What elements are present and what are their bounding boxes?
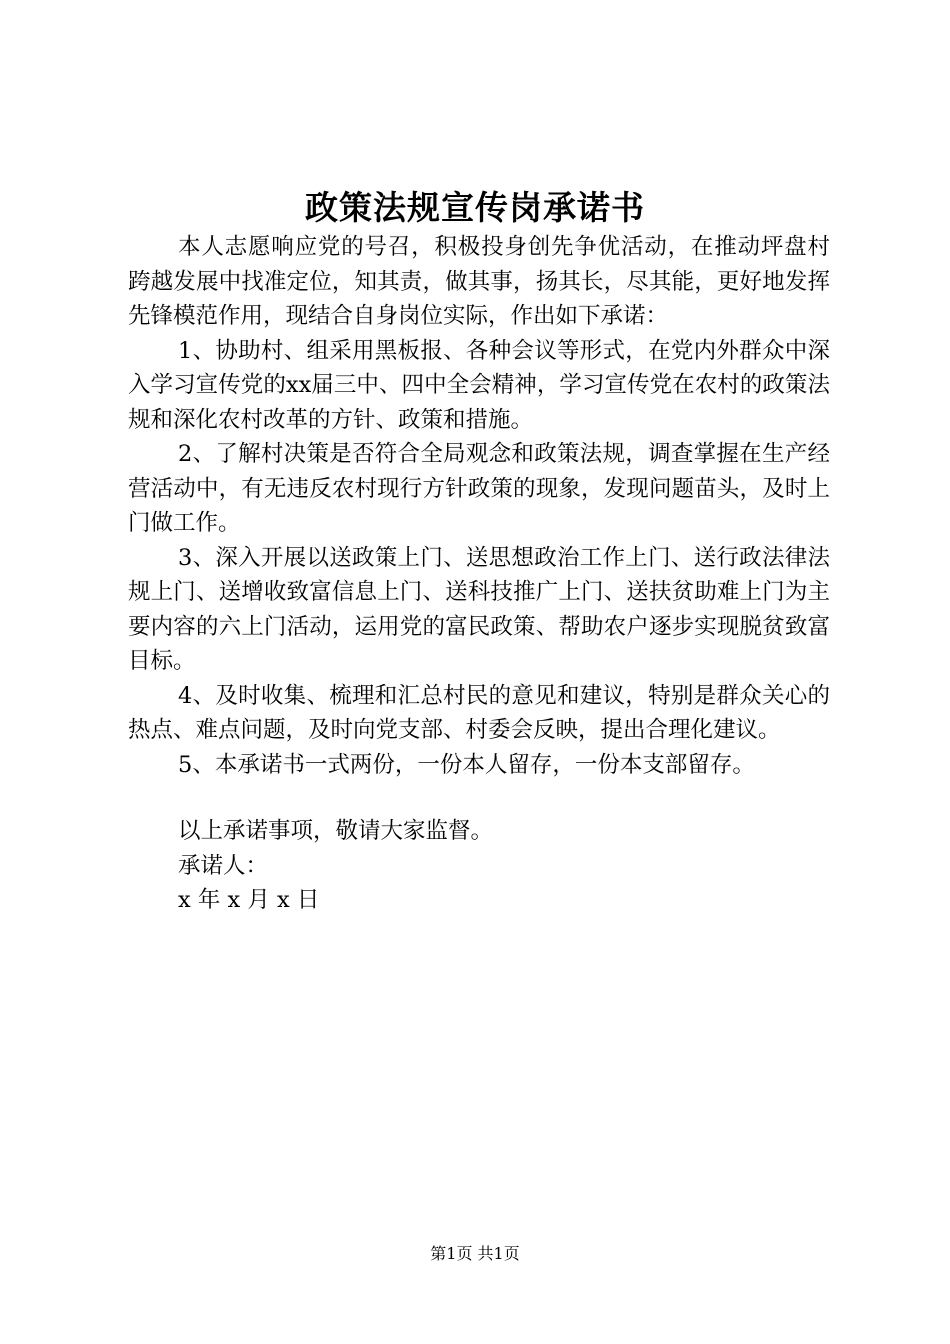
paragraph-item-1: 1、协助村、组采用黑板报、各种会议等形式，在党内外群众中深入学习宣传党的xx届三中、四中全会精神，学习宣传党在农村的政策法规和深化农村改革的方针、政策和措施。 [128, 337, 830, 433]
paragraph-intro: 本人志愿响应党的号召，积极投身创先争优活动，在推动坪盘村跨越发展中找准定位，知其责，做其事，扬其长，尽其能，更好地发挥先锋模范作用，现结合自身岗位实际，作出如下承诺： [128, 234, 830, 329]
paragraph-item-3: 3、深入开展以送政策上门、送思想政治工作上门、送行政法律法规上门、送增收致富信息上门、送科技推广上门、送扶贫助难上门为主要内容的六上门活动，运用党的富民政策、帮助农户逐步实现脱贫致富目标。 [128, 544, 830, 674]
paragraph-item-4: 4、及时收集、梳理和汇总村民的意见和建议，特别是群众关心的热点、难点问题，及时向党支部、村委会反映，提出合理化建议。 [128, 682, 830, 743]
signing-date: x 年 x 月 x 日 [178, 887, 320, 913]
document-body [128, 230, 830, 782]
page-indicator: 第1页 共1页 [430, 1244, 520, 1263]
paragraph-item-2: 2、了解村决策是否符合全局观念和政策法规，调查掌握在生产经营活动中，有无违反农村现行方针政策的现象，发现问题苗头，及时上门做工作。 [128, 441, 830, 536]
paragraph-item-5: 5、本承诺书一式两份，一份本人留存，一份本支部留存。 [178, 751, 755, 778]
signer-label: 承诺人： [178, 852, 269, 879]
closing-block [178, 814, 778, 918]
document-title: 政策法规宣传岗承诺书 [305, 188, 645, 227]
supervision-statement: 以上承诺事项，敬请大家监督。 [178, 818, 494, 844]
